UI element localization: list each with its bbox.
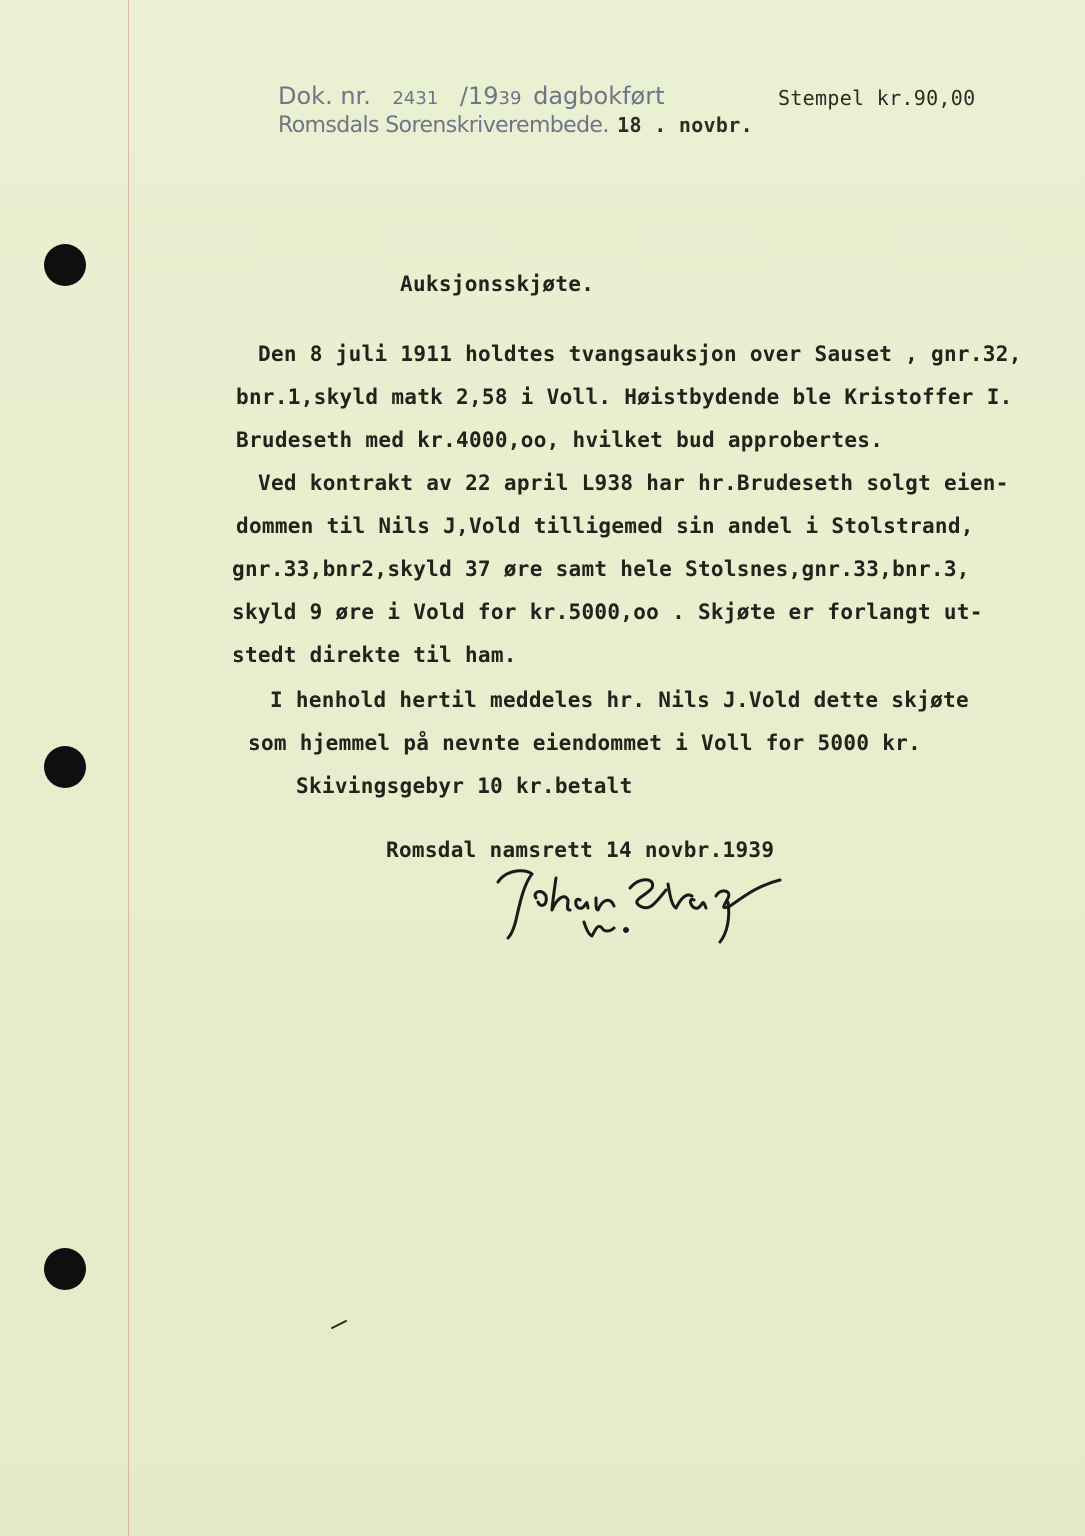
- signature-icon: [480, 862, 800, 952]
- dok-label: Dok. nr.: [278, 82, 371, 110]
- body-line: gnr.33,bnr2,skyld 37 øre samt hele Stolsnes,gnr.33,bnr.3,: [232, 557, 970, 581]
- stray-mark-icon: [330, 1318, 350, 1330]
- body-line: dommen til Nils J,Vold tilligemed sin andel i Stolstrand,: [236, 514, 974, 538]
- dok-number: 2431: [392, 88, 439, 109]
- margin-rule: [128, 0, 129, 1536]
- document-title: Auksjonsskjøte.: [400, 272, 595, 296]
- body-line: bnr.1,skyld matk 2,58 i Voll. Høistbydende ble Kristoffer I.: [236, 385, 1013, 409]
- stamp-date: 18 . novbr.: [617, 113, 753, 137]
- place-date: Romsdal namsrett 14 novbr.1939: [386, 838, 775, 862]
- body-line: skyld 9 øre i Vold for kr.5000,oo . Skjøte er forlangt ut-: [232, 600, 983, 624]
- punch-hole: [44, 244, 86, 286]
- body-line: Skivingsgebyr 10 kr.betalt: [296, 774, 633, 798]
- office-name: Romsdals Sorenskriverembede.: [278, 113, 609, 138]
- body-line: Den 8 juli 1911 holdtes tvangsauksjon over Sauset , gnr.32,: [258, 342, 1022, 366]
- punch-hole: [44, 1248, 86, 1290]
- dagbokfort-label: dagbokført: [533, 82, 665, 110]
- body-line: Brudeseth med kr.4000,oo, hvilket bud approbertes.: [236, 428, 884, 452]
- year-prefix: /19: [459, 82, 499, 110]
- office-stamp: [278, 113, 753, 138]
- year-suffix: 39: [498, 88, 522, 109]
- stamp-fee: Stempel kr.90,00: [778, 86, 976, 110]
- punch-hole: [44, 746, 86, 788]
- body-line: Ved kontrakt av 22 april L938 har hr.Brudeseth solgt eien-: [258, 471, 1009, 495]
- body-line: stedt direkte til ham.: [232, 643, 517, 667]
- body-line: som hjemmel på nevnte eiendommet i Voll for 5000 kr.: [248, 731, 922, 755]
- dok-stamp: [278, 82, 665, 110]
- body-line: I henhold hertil meddeles hr. Nils J.Vold dette skjøte: [270, 688, 969, 712]
